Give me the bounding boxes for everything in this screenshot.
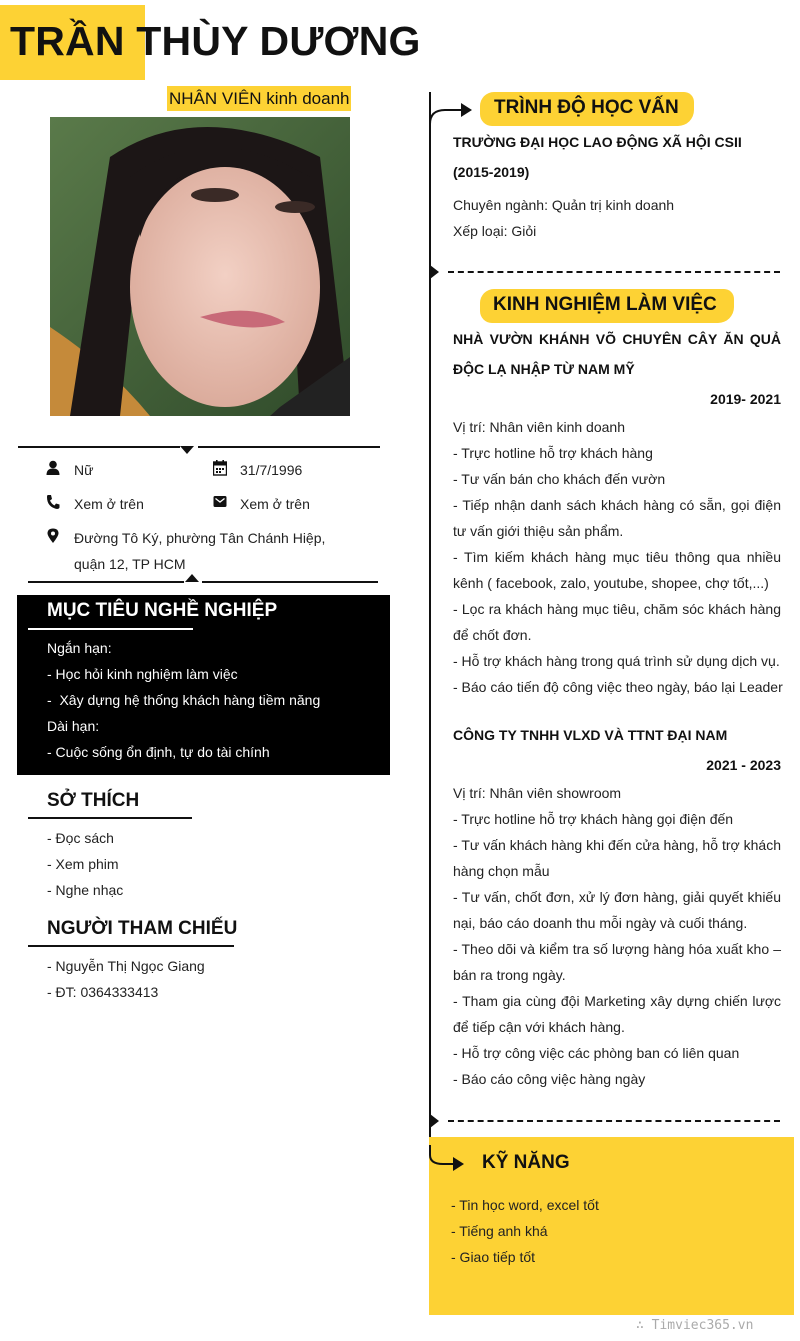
email: Xem ở trên — [240, 496, 310, 512]
experience-title: KINH NGHIỆM LÀM VIỆC — [493, 294, 717, 315]
hobbies-title: SỞ THÍCH — [47, 790, 140, 811]
education-school: TRƯỜNG ĐẠI HỌC LAO ĐỘNG XÃ HỘI CSII — [453, 134, 742, 150]
job-detail-line: Vị trí: Nhân viên showroom — [453, 785, 622, 801]
calendar-icon — [213, 460, 227, 476]
skill-item: - Giao tiếp tốt — [451, 1249, 536, 1265]
objective-line: - Xây dựng hệ thống khách hàng tiềm năng — [47, 692, 321, 708]
info-bottom-arrow — [185, 574, 199, 582]
job-detail-line: - Trực hotline hỗ trợ khách hàng gọi điện đến — [453, 811, 734, 827]
hobbies-underline — [28, 817, 192, 819]
skills-title: KỸ NĂNG — [482, 1152, 570, 1173]
reference-item: - Nguyễn Thị Ngọc Giang — [47, 958, 205, 974]
location-pin-icon — [46, 528, 60, 544]
hobby-item: - Nghe nhạc — [47, 882, 124, 898]
section-dashed-divider — [448, 271, 780, 273]
education-title: TRÌNH ĐỘ HỌC VẤN — [494, 97, 679, 118]
education-years: (2015-2019) — [453, 164, 530, 180]
info-bottom-divider-right — [202, 581, 378, 583]
job-detail-line: - Tiếp nhận danh sách khách hàng có sẵn, gọi điện tư vấn giới thiệu sản phẩm. — [453, 497, 781, 539]
job-detail-line: - Hỗ trợ công việc các phòng ban có liên quan — [453, 1045, 740, 1061]
job-period: 2021 - 2023 — [706, 757, 781, 773]
job-detail-line: - Lọc ra khách hàng mục tiêu, chăm sóc khách hàng để chốt đơn. — [453, 601, 781, 643]
job-detail-line: - Tư vấn bán cho khách đến vườn — [453, 471, 666, 487]
phone: Xem ở trên — [74, 496, 144, 512]
references-underline — [28, 945, 234, 947]
job-detail-line: - Báo cáo công việc hàng ngày — [453, 1071, 646, 1087]
job-detail-line: - Tham gia cùng đội Marketing xây dựng chiến lược để tiếp cận với khách hàng. — [453, 993, 781, 1035]
hobby-item: - Xem phim — [47, 856, 119, 872]
skill-item: - Tiếng anh khá — [451, 1223, 548, 1239]
section-dashed-divider — [448, 1120, 780, 1122]
job-detail-line: - Hỗ trợ khách hàng trong quá trình sử dụng dịch vụ. — [453, 653, 780, 669]
timeline-line — [429, 92, 431, 1137]
job-company: NHÀ VƯỜN KHÁNH VÕ CHUYÊN CÂY ĂN QUẢ — [453, 331, 781, 347]
job-detail-line: - Tư vấn khách hàng khi đến cửa hàng, hỗ trợ khách hàng chọn mẫu — [453, 837, 781, 879]
reference-item: - ĐT: 0364333413 — [47, 984, 159, 1000]
job-detail-line: - Trực hotline hỗ trợ khách hàng — [453, 445, 653, 461]
info-divider-arrow — [180, 446, 194, 454]
info-divider-right — [198, 446, 380, 448]
job-company: CÔNG TY TNHH VLXD VÀ TTNT ĐẠI NAM — [453, 727, 728, 743]
skill-item: - Tin học word, excel tốt — [451, 1197, 599, 1213]
phone-icon — [46, 494, 60, 510]
job-period: 2019- 2021 — [710, 391, 781, 407]
job-company: ĐỘC LẠ NHẬP TỪ NAM MỸ — [453, 361, 635, 377]
gender: Nữ — [74, 462, 94, 478]
education-major: Chuyên ngành: Quản trị kinh doanh — [453, 197, 675, 213]
job-detail-line: Vị trí: Nhân viên kinh doanh — [453, 419, 625, 435]
objective-line: - Học hỏi kinh nghiệm làm việc — [47, 666, 238, 682]
info-divider-left — [18, 446, 180, 448]
footer-watermark: ∴ Timviec365.vn — [636, 1318, 754, 1333]
hobby-item: - Đọc sách — [47, 830, 114, 846]
objective-line: Ngắn hạn: — [47, 640, 112, 656]
address-line-2: quận 12, TP HCM — [74, 556, 186, 572]
info-bottom-divider-left — [28, 581, 184, 583]
objective-underline — [28, 628, 193, 630]
objective-title: MỤC TIÊU NGHỀ NGHIỆP — [47, 600, 278, 621]
job-title: NHÂN VIÊN kinh doanh — [167, 86, 351, 111]
birthday: 31/7/1996 — [240, 462, 303, 478]
user-icon — [46, 460, 60, 476]
timeline-marker — [430, 265, 439, 279]
objective-line: Dài hạn: — [47, 718, 100, 734]
arrow-right-icon — [429, 98, 473, 126]
job-detail-line: - Báo cáo tiến độ công việc theo ngày, báo lại Leader — [453, 679, 783, 695]
arrow-right-icon — [429, 1145, 465, 1175]
job-detail-line: - Tư vấn, chốt đơn, xử lý đơn hàng, giải quyết khiếu nại, báo cáo doanh thu mỗi ngày và cuối tháng. — [453, 889, 781, 931]
candidate-name: TRẦN THÙY DƯƠNG — [10, 18, 421, 64]
education-grade: Xếp loại: Giỏi — [453, 223, 537, 239]
job-detail-line: - Theo dõi và kiểm tra số lượng hàng hóa xuất kho – bán ra trong ngày. — [453, 941, 781, 983]
profile-photo — [50, 117, 350, 416]
footer-brand: Timviec365.vn — [651, 1318, 754, 1333]
timeline-marker — [430, 1114, 439, 1128]
references-title: NGƯỜI THAM CHIẾU — [47, 918, 238, 939]
email-icon — [213, 494, 227, 510]
objective-line: - Cuộc sống ổn định, tự do tài chính — [47, 744, 270, 760]
job-detail-line: - Tìm kiếm khách hàng mục tiêu thông qua nhiều kênh ( facebook, zalo, youtube, shopee, chợ tốt,...) — [453, 549, 781, 591]
address-line-1: Đường Tô Ký, phường Tân Chánh Hiệp, — [74, 530, 326, 546]
